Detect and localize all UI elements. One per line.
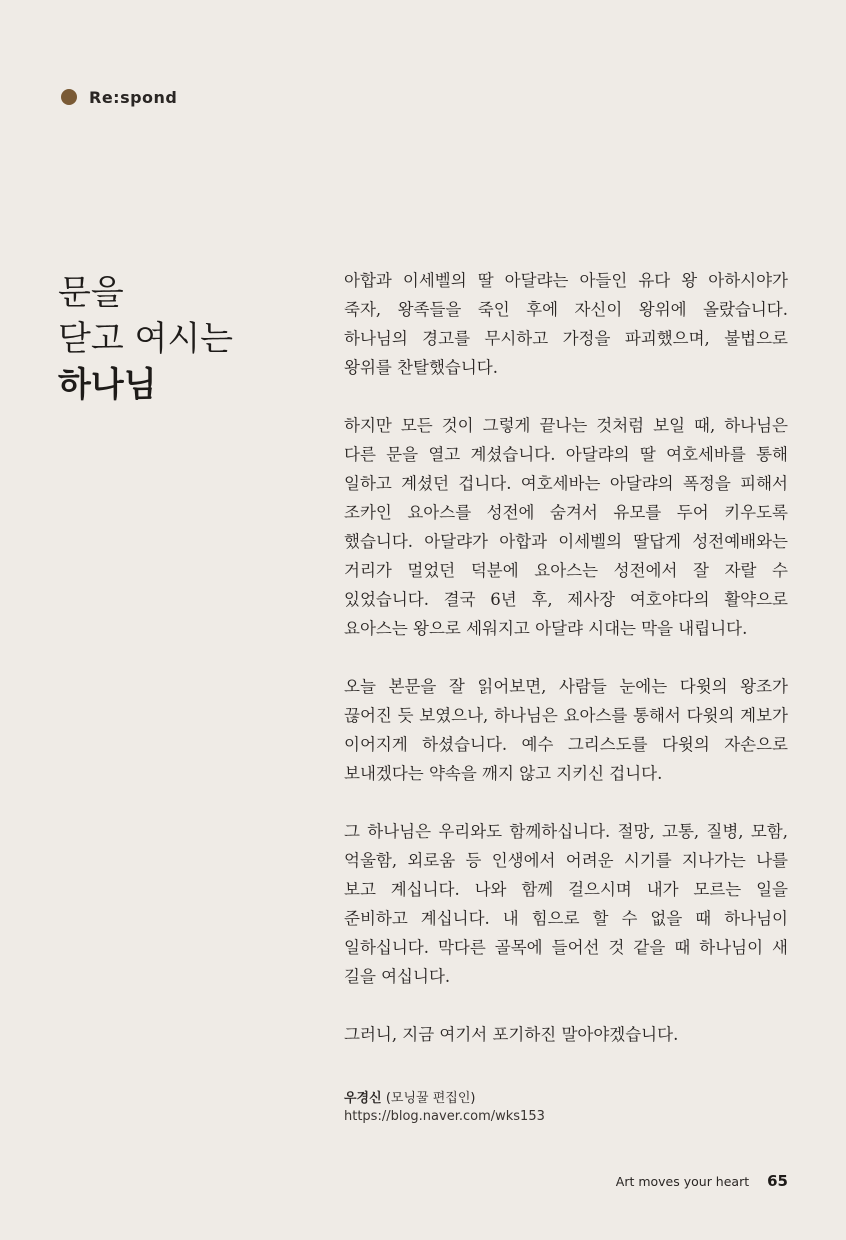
section-label: Re:spond <box>89 87 178 107</box>
section-dot-icon <box>61 89 77 105</box>
body-paragraph: 그 하나님은 우리와도 함께하십니다. 절망, 고통, 질병, 모함, 억울함, 외로움 등 인생에서 어려운 시기를 지나가는 나를 보고 계십니다. 나와 함께 걸으시며 내가 모르는 일을 준비하고 계십니다. 내 힘으로 할 수 없을 때 하나님이 일하십니다. 막다른 골목에 들어선 것 같을 때 하나님이 새 길을 여십니다. <box>344 822 788 986</box>
page-footer <box>616 1172 788 1190</box>
title-line-3: 하나님 <box>58 365 157 405</box>
footer-tagline: Art moves your heart <box>615 1174 750 1189</box>
title-line-1: 문을 <box>58 273 124 313</box>
title-line-2: 닫고 여시는 <box>58 319 234 359</box>
author-name: 우경신 <box>344 1091 382 1106</box>
author-block <box>344 1090 788 1126</box>
body-paragraph: 그러니, 지금 여기서 포기하진 말아야겠습니다. <box>344 1025 679 1044</box>
body-paragraph: 하지만 모든 것이 그렇게 끝나는 것처럼 보일 때, 하나님은 다른 문을 열고 계셨습니다. 아달랴의 딸 여호세바를 통해 일하고 계셨던 겁니다. 여호세바는 아달랴의 폭정을 피해서 조카인 요아스를 성전에 숨겨서 유모를 두어 키우도록 했습니다. 아달랴가 아합과 이세벨의 딸답게 성전예배와는 거리가 멀었던 덕분에 요아스는 성전에서 잘 자랄 수 있었습니다. 결국 6년 후, 제사장 여호야다의 활약으로 요아스는 왕으로 세워지고 아달랴 시대는 막을 내립니다. <box>344 416 788 638</box>
article-title <box>58 270 318 408</box>
page-number: 65 <box>767 1172 788 1190</box>
author-blog-link[interactable]: https://blog.naver.com/wks153 <box>344 1109 545 1124</box>
article-body <box>344 266 788 1078</box>
body-paragraph: 아합과 이세벨의 딸 아달랴는 아들인 유다 왕 아하시야가 죽자, 왕족들을 죽인 후에 자신이 왕위에 올랐습니다. 하나님의 경고를 무시하고 가정을 파괴했으며, 불법으로 왕위를 찬탈했습니다. <box>344 271 788 377</box>
body-paragraph: 오늘 본문을 잘 읽어보면, 사람들 눈에는 다윗의 왕조가 끊어진 듯 보였으나, 하나님은 요아스를 통해서 다윗의 계보가 이어지게 하셨습니다. 예수 그리스도를 다윗의 자손으로 보내겠다는 약속을 깨지 않고 지키신 겁니다. <box>344 677 788 783</box>
author-line <box>344 1090 788 1108</box>
section-tag <box>61 86 177 108</box>
author-role: (모닝꿀 편집인) <box>385 1091 476 1106</box>
